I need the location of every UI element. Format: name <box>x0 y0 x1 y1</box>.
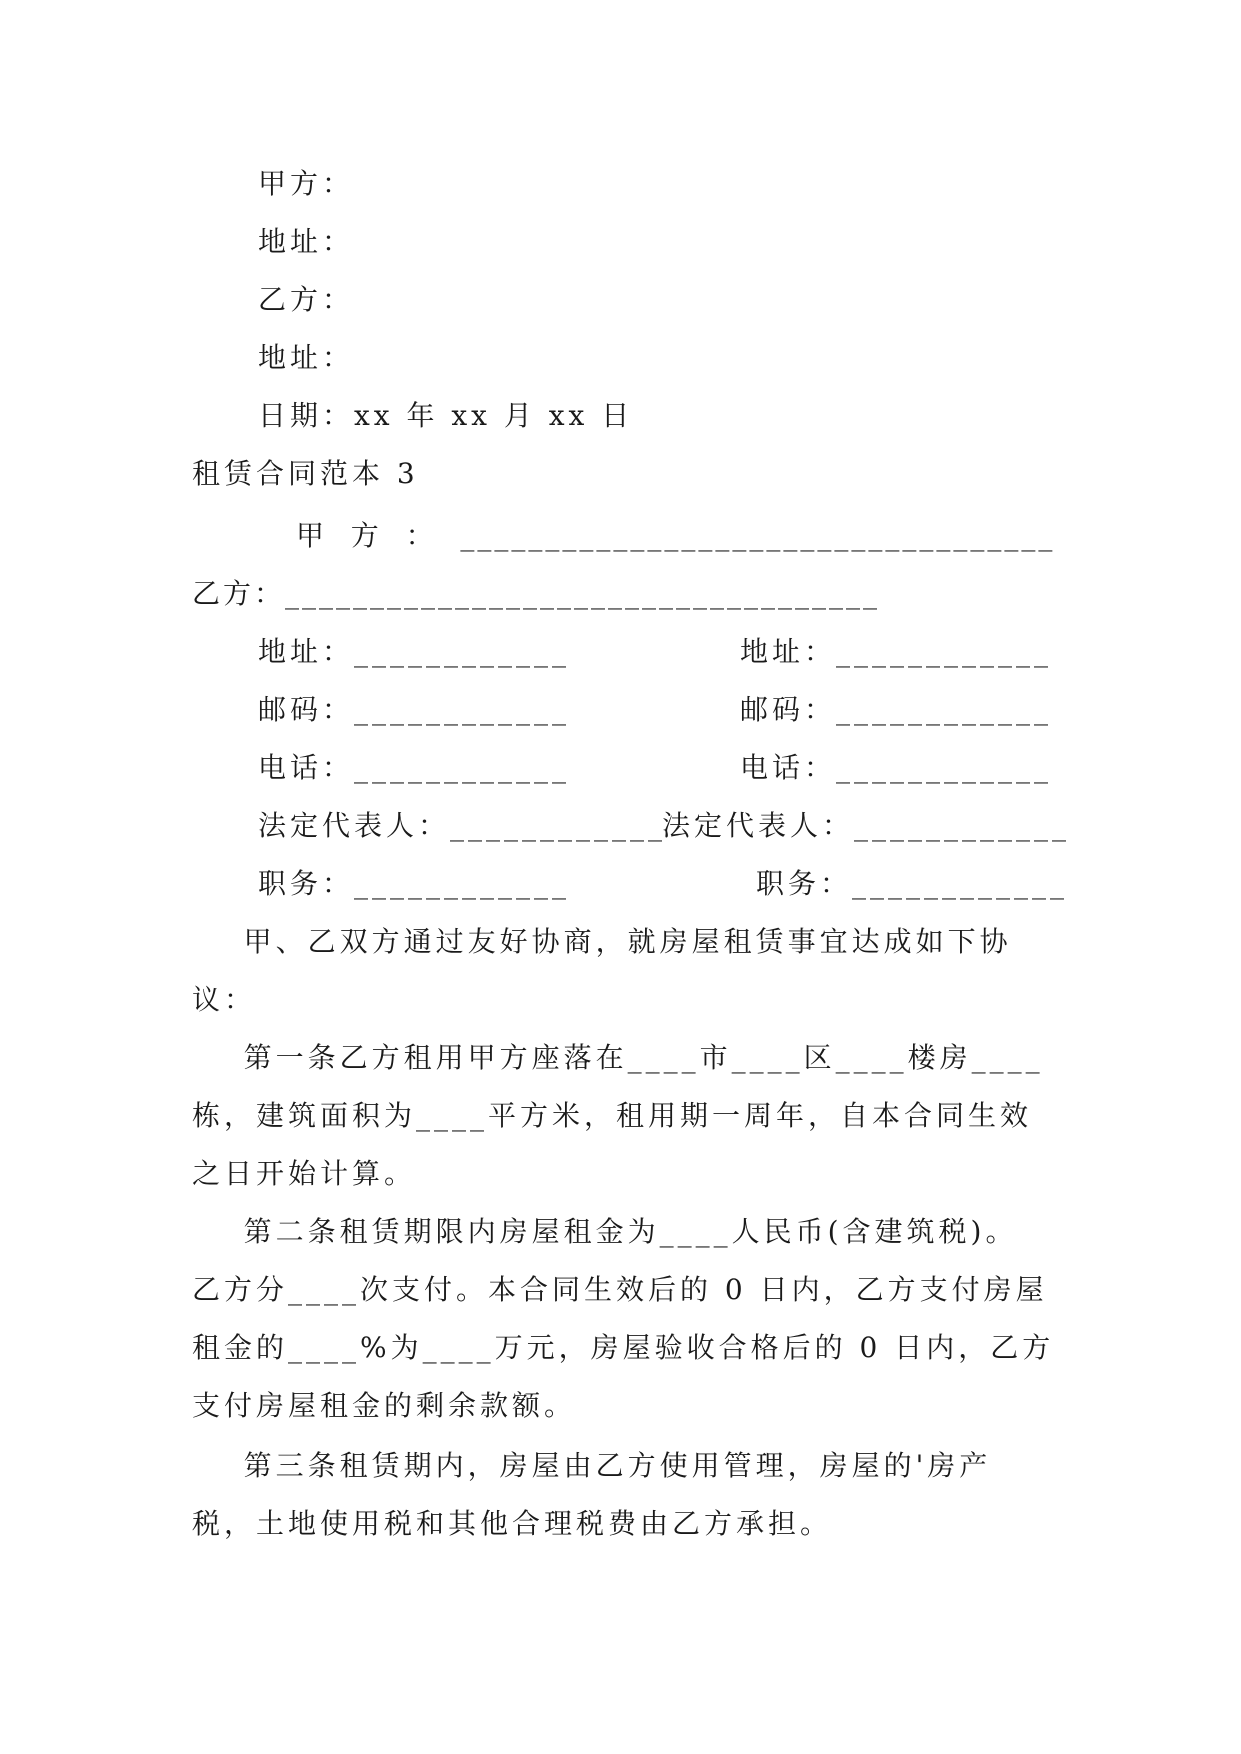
contact-rep-b: 法定代表人：____________ <box>662 809 1071 842</box>
contact-address-a: 地址：____________ <box>258 635 571 668</box>
contact-zip-a: 邮码：____________ <box>258 693 571 726</box>
address-a-label: 地址： <box>258 225 355 258</box>
party-a-label: 甲方： <box>258 167 355 200</box>
body-line-5: 之日开始计算。 <box>192 1157 417 1190</box>
body-line-11: 税，土地使用税和其他合理税费由乙方承担。 <box>192 1507 833 1540</box>
party-a-line: 甲 方 ： ___________________________________ <box>296 519 1056 552</box>
date-line: 日期：xx 年 xx 月 xx 日 <box>258 399 634 432</box>
body-line-7: 乙方分____次支付。本合同生效后的 0 日内，乙方支付房屋 <box>192 1273 1048 1306</box>
body-line-4: 栋，建筑面积为____平方米，租用期一周年，自本合同生效 <box>192 1099 1033 1132</box>
section-title: 租赁合同范本 3 <box>192 457 419 490</box>
body-line-9: 支付房屋租金的剩余款额。 <box>192 1389 577 1422</box>
contact-phone-a: 电话：____________ <box>258 751 571 784</box>
contact-phone-b: 电话：____________ <box>740 751 1053 784</box>
contact-title-a: 职务：____________ <box>258 867 571 900</box>
body-line-8: 租金的____%为____万元，房屋验收合格后的 0 日内，乙方 <box>192 1331 1055 1364</box>
contact-address-b: 地址：____________ <box>740 635 1053 668</box>
address-b-label: 地址： <box>258 341 355 374</box>
body-line-6: 第二条租赁期限内房屋租金为____人民币(含建筑税)。 <box>192 1215 1018 1248</box>
contact-rep-a: 法定代表人：____________ <box>258 809 667 842</box>
contact-title-b: 职务：____________ <box>756 867 1069 900</box>
body-line-3: 第一条乙方租用甲方座落在____市____区____楼房____ <box>192 1041 1044 1074</box>
party-b-label: 乙方： <box>258 283 355 316</box>
body-line-1: 甲、乙双方通过友好协商，就房屋租赁事宜达成如下协 <box>192 925 1012 958</box>
contact-zip-b: 邮码：____________ <box>740 693 1053 726</box>
body-line-10: 第三条租赁期内，房屋由乙方使用管理，房屋的'房产 <box>192 1449 992 1482</box>
body-line-2: 议： <box>192 983 257 1016</box>
party-b-line: 乙方：___________________________________ <box>192 577 881 610</box>
